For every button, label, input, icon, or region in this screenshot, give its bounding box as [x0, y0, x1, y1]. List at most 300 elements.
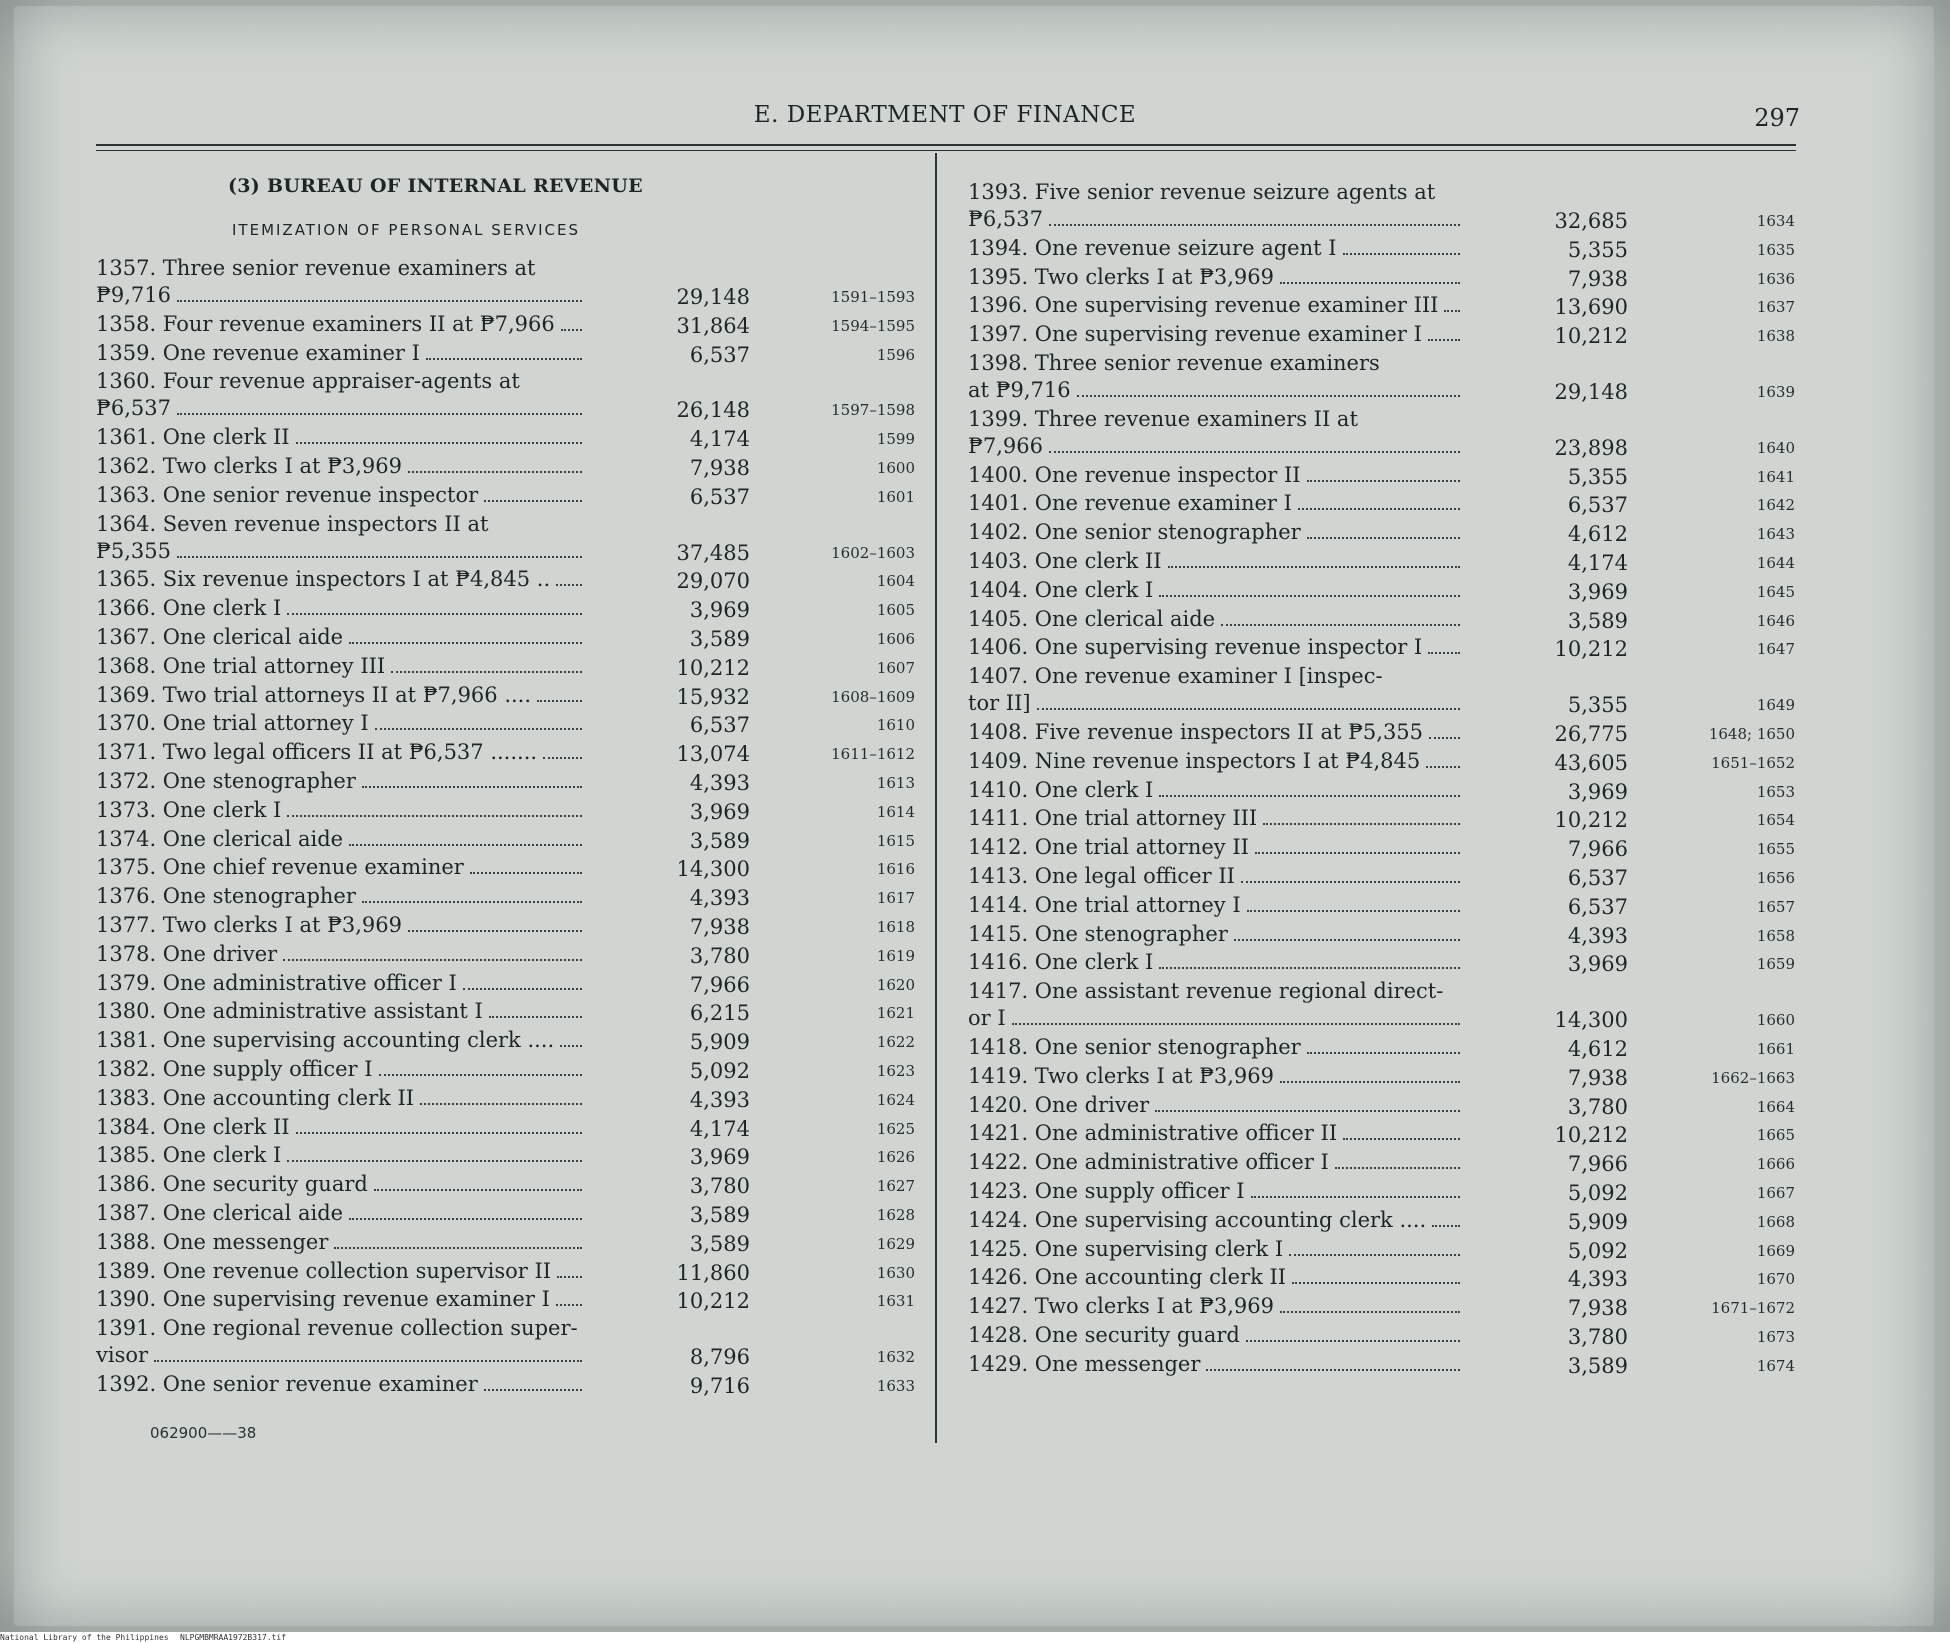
description-text: 1382. One supply officer I	[96, 1057, 373, 1081]
amount: 5,092	[689, 1059, 750, 1083]
description-text: 1399. Three revenue examiners II at	[968, 406, 1358, 431]
reference-number: 1620	[876, 975, 915, 994]
line-item-description	[96, 1287, 582, 1311]
description-text: 1404. One clerk I	[968, 577, 1154, 602]
dot-leader	[177, 399, 582, 415]
reference-number: 1611–1612	[831, 745, 915, 764]
dot-leader	[1335, 1153, 1460, 1169]
dot-leader	[1280, 1067, 1460, 1083]
dot-leader	[561, 315, 582, 331]
reference-number: 1633	[876, 1377, 915, 1395]
line-item-description	[96, 1028, 582, 1052]
line-item-description	[96, 913, 582, 937]
line-item-description-cont	[968, 691, 1460, 715]
dot-leader	[177, 542, 582, 558]
description-text-cont: ₱9,716	[96, 283, 171, 307]
description-text: 1358. Four revenue examiners II at ₱7,966	[96, 311, 555, 336]
dot-leader	[1307, 523, 1460, 539]
dot-leader	[557, 1262, 582, 1278]
amount: 4,612	[1567, 1037, 1628, 1061]
reference-number: 1661	[1756, 1040, 1795, 1058]
line-item-description	[96, 483, 582, 507]
dot-leader	[484, 1375, 582, 1391]
reference-number: 1659	[1756, 955, 1795, 974]
dot-leader	[1444, 296, 1460, 312]
description-text: 1390. One supervising revenue examiner I	[96, 1287, 550, 1312]
line-item-description	[968, 1323, 1460, 1347]
dot-leader	[283, 945, 582, 961]
header-rule-top	[96, 144, 1796, 146]
description-text: 1369. Two trial attorneys II at ₱7,966 ....	[96, 682, 532, 707]
reference-number: 1625	[876, 1119, 915, 1138]
dot-leader	[1289, 1240, 1460, 1256]
line-item-description	[968, 864, 1460, 888]
description-text: 1362. Two clerks I at ₱3,969	[96, 454, 403, 478]
dot-leader	[1428, 325, 1460, 341]
line-item-description-cont	[96, 539, 582, 563]
reference-number: 1613	[876, 774, 915, 792]
dot-leader	[1307, 1038, 1460, 1054]
dot-leader	[154, 1346, 582, 1362]
dot-leader	[349, 830, 582, 846]
reference-number: 1674	[1756, 1356, 1795, 1375]
description-text: 1357. Three senior revenue examiners at	[96, 256, 536, 280]
description-text: 1417. One assistant revenue regional direct-	[968, 979, 1444, 1004]
dot-leader	[334, 1233, 582, 1249]
description-text: 1398. Three senior revenue examiners	[968, 351, 1380, 375]
reference-number: 1655	[1756, 840, 1795, 859]
line-item-description	[96, 999, 582, 1023]
line-item-description	[96, 425, 582, 449]
line-item-description	[968, 180, 1435, 204]
amount: 11,860	[676, 1260, 750, 1285]
amount: 6,215	[689, 1001, 750, 1026]
reference-number: 1605	[876, 601, 915, 620]
line-item-description	[968, 1150, 1460, 1174]
line-item-description	[968, 1208, 1460, 1232]
description-text: 1418. One senior stenographer	[968, 1035, 1301, 1059]
dot-leader	[1426, 752, 1460, 768]
line-item-description	[96, 454, 582, 478]
reference-number: 1636	[1756, 269, 1795, 288]
dot-leader	[408, 457, 582, 473]
reference-number: 1660	[1756, 1011, 1795, 1030]
description-text: 1402. One senior stenographer	[968, 520, 1301, 545]
reference-number: 1645	[1756, 582, 1795, 601]
line-item-description	[968, 293, 1460, 317]
amount: 29,070	[676, 569, 750, 594]
reference-number: 1665	[1756, 1126, 1795, 1145]
line-item-description-cont	[96, 396, 582, 420]
description-text: 1379. One administrative officer I	[96, 970, 457, 995]
reference-number: 1673	[1756, 1328, 1795, 1346]
line-item-description	[968, 635, 1460, 659]
dot-leader	[543, 743, 582, 759]
amount: 8,796	[689, 1345, 750, 1370]
dot-leader	[463, 974, 582, 990]
dot-leader	[1343, 239, 1460, 255]
description-text: 1406. One supervising revenue inspector I	[968, 635, 1423, 660]
description-text: 1391. One regional revenue collection super-	[96, 1316, 578, 1341]
reference-number: 1607	[876, 658, 915, 677]
reference-number: 1646	[1756, 611, 1795, 630]
amount: 4,612	[1567, 522, 1628, 547]
line-item-description	[96, 567, 582, 591]
amount: 3,969	[1567, 779, 1628, 804]
amount: 7,938	[1567, 266, 1628, 291]
dot-leader	[1159, 953, 1460, 969]
description-text: 1368. One trial attorney III	[96, 653, 386, 678]
printer-footnote: 062900——38	[150, 1424, 257, 1442]
line-item-description	[96, 512, 488, 536]
line-item-description	[96, 1201, 582, 1225]
amount: 7,938	[1567, 1065, 1628, 1090]
reference-number: 1657	[1756, 897, 1795, 916]
line-item-description	[96, 1115, 582, 1139]
page-header-title: E. DEPARTMENT OF FINANCE	[753, 102, 1137, 128]
amount: 13,074	[676, 742, 750, 767]
line-item-description	[96, 1372, 582, 1396]
line-item-description	[968, 1352, 1460, 1376]
description-text: 1367. One clerical aide	[96, 625, 344, 649]
dot-leader	[1280, 1297, 1460, 1313]
reference-number: 1600	[876, 459, 915, 477]
dot-leader	[1255, 838, 1460, 854]
reference-number: 1604	[876, 572, 915, 591]
amount: 4,393	[689, 886, 750, 911]
description-text: 1405. One clerical aide	[968, 606, 1216, 631]
amount: 3,589	[1567, 608, 1628, 633]
line-item-description	[96, 711, 582, 735]
description-text: 1422. One administrative officer I	[968, 1150, 1329, 1175]
dot-leader	[1234, 925, 1460, 941]
dot-leader	[296, 1118, 582, 1134]
line-item-description	[96, 683, 582, 707]
amount: 14,300	[676, 857, 750, 882]
description-text: 1388. One messenger	[96, 1229, 329, 1254]
reference-number: 1654	[1756, 811, 1795, 830]
reference-number: 1632	[876, 1348, 915, 1367]
amount: 4,174	[689, 427, 750, 452]
reference-number: 1616	[876, 860, 915, 879]
dot-leader	[1049, 210, 1460, 226]
dot-leader	[1428, 638, 1460, 654]
dot-leader	[426, 344, 582, 360]
description-text: 1372. One stenographer	[96, 769, 356, 793]
description-text: 1427. Two clerks I at ₱3,969	[968, 1294, 1275, 1319]
dot-leader	[379, 1060, 582, 1076]
reference-number: 1630	[876, 1263, 915, 1282]
line-item-description	[968, 1179, 1460, 1203]
dot-leader	[374, 1175, 582, 1191]
reference-number: 1670	[1756, 1270, 1795, 1289]
reference-number: 1647	[1756, 640, 1795, 659]
dot-leader	[362, 772, 582, 788]
header-rule-bottom	[96, 150, 1796, 151]
description-text: 1370. One trial attorney I	[96, 711, 369, 736]
description-text: 1366. One clerk I	[96, 596, 282, 621]
amount: 6,537	[689, 484, 750, 509]
reference-number: 1634	[1756, 212, 1795, 230]
line-item-description-cont	[968, 378, 1460, 402]
dot-leader	[1037, 694, 1460, 710]
reference-number: 1623	[876, 1062, 915, 1080]
dot-leader	[560, 1031, 582, 1047]
description-text: 1397. One supervising revenue examiner I	[968, 322, 1422, 347]
line-item-description	[96, 1057, 582, 1081]
amount: 7,966	[1567, 1152, 1628, 1177]
dot-leader	[287, 1146, 582, 1162]
description-text: 1424. One supervising accounting clerk ....	[968, 1207, 1427, 1232]
amount: 5,092	[1567, 1181, 1628, 1205]
line-item-description	[968, 806, 1460, 830]
dot-leader	[484, 486, 582, 502]
description-text: 1386. One security guard	[96, 1172, 368, 1197]
description-text: 1384. One clerk II	[96, 1114, 290, 1139]
description-text: 1428. One security guard	[968, 1323, 1240, 1347]
amount: 3,589	[689, 1231, 750, 1256]
description-text-cont: ₱6,537	[96, 396, 171, 421]
description-text: 1411. One trial attorney III	[968, 806, 1258, 831]
bureau-title: (3) BUREAU OF INTERNAL REVENUE	[228, 175, 643, 197]
line-item-description-cont	[968, 207, 1460, 231]
reference-number: 1648; 1650	[1708, 725, 1795, 743]
line-item-description	[968, 607, 1460, 631]
reference-number: 1653	[1756, 782, 1795, 801]
reference-number: 1637	[1756, 298, 1795, 317]
reference-number: 1658	[1756, 926, 1795, 945]
amount: 10,212	[1554, 637, 1628, 662]
description-text: 1387. One clerical aide	[96, 1201, 344, 1225]
line-item-description	[96, 256, 535, 280]
description-text: 1389. One revenue collection supervisor II	[96, 1258, 552, 1283]
amount: 7,938	[1567, 1296, 1628, 1321]
amount: 3,589	[689, 828, 750, 853]
reference-number: 1669	[1756, 1241, 1795, 1260]
amount: 5,092	[1567, 1238, 1628, 1263]
reference-number: 1599	[876, 430, 915, 449]
amount: 3,589	[689, 627, 750, 651]
dot-leader	[470, 858, 582, 874]
description-text: 1359. One revenue examiner I	[96, 340, 420, 365]
line-item-description	[968, 1064, 1460, 1088]
line-item-description-cont	[96, 1343, 582, 1367]
line-item-description	[968, 778, 1460, 802]
amount: 14,300	[1554, 1008, 1628, 1033]
description-text-cont: tor II]	[968, 691, 1031, 716]
amount: 29,148	[1554, 380, 1628, 404]
line-item-description	[96, 740, 582, 764]
amount: 3,969	[689, 1145, 750, 1170]
line-item-description	[96, 625, 582, 649]
line-item-description	[96, 798, 582, 822]
amount: 3,780	[689, 1174, 750, 1199]
description-text: 1360. Four revenue appraiser-agents at	[96, 369, 520, 394]
amount: 5,355	[1567, 237, 1628, 262]
amount: 10,212	[1554, 808, 1628, 833]
amount: 10,212	[1554, 1123, 1628, 1148]
reference-number: 1610	[876, 716, 915, 735]
description-text: 1400. One revenue inspector II	[968, 462, 1301, 487]
line-item-description	[968, 749, 1460, 773]
description-text: 1376. One stenographer	[96, 884, 356, 909]
dot-leader	[349, 1204, 582, 1220]
amount: 7,966	[1567, 837, 1628, 862]
amount: 7,938	[689, 915, 750, 939]
reference-number: 1668	[1756, 1212, 1795, 1231]
dot-leader	[1429, 723, 1460, 739]
description-text: 1408. Five revenue inspectors II at ₱5,355	[968, 720, 1424, 744]
description-text: 1365. Six revenue inspectors I at ₱4,845 ..	[96, 567, 551, 592]
amount: 7,966	[689, 972, 750, 997]
amount: 9,716	[689, 1374, 750, 1398]
description-text-cont: ₱6,537	[968, 207, 1043, 231]
reference-number: 1618	[876, 918, 915, 936]
amount: 6,537	[689, 342, 750, 367]
description-text: 1409. Nine revenue inspectors I at ₱4,845	[968, 748, 1421, 773]
description-text: 1371. Two legal officers II at ₱6,537 .......	[96, 740, 538, 765]
dot-leader	[349, 628, 582, 644]
amount: 4,393	[1567, 923, 1628, 948]
line-item-description	[968, 1294, 1460, 1318]
dot-leader	[1292, 1268, 1460, 1284]
description-text: 1429. One messenger	[968, 1351, 1201, 1376]
amount: 6,537	[1567, 866, 1628, 890]
description-text-cont: ₱7,966	[968, 433, 1043, 458]
dot-leader	[1251, 1182, 1460, 1198]
dot-leader	[1159, 581, 1460, 597]
description-text: 1380. One administrative assistant I	[96, 999, 483, 1024]
amount: 10,212	[676, 655, 750, 680]
description-text: 1393. Five senior revenue seizure agents at	[968, 180, 1436, 204]
description-text: 1414. One trial attorney I	[968, 892, 1241, 917]
reference-number: 1614	[876, 802, 915, 821]
amount: 31,864	[676, 313, 750, 338]
description-text: 1419. Two clerks I at ₱3,969	[968, 1063, 1275, 1088]
description-text: 1420. One driver	[968, 1092, 1150, 1117]
line-item-description	[96, 1259, 582, 1283]
amount: 23,898	[1554, 435, 1628, 460]
line-item-description	[968, 950, 1460, 974]
dot-leader	[1307, 466, 1460, 482]
reference-number: 1629	[876, 1234, 915, 1253]
dot-leader	[1077, 381, 1460, 397]
reference-number: 1638	[1756, 327, 1795, 346]
description-text: 1423. One supply officer I	[968, 1179, 1245, 1203]
description-text: 1385. One clerk I	[96, 1143, 282, 1168]
description-text-cont: at ₱9,716	[968, 378, 1071, 402]
description-text: 1378. One driver	[96, 941, 278, 966]
description-text: 1426. One accounting clerk II	[968, 1265, 1287, 1290]
line-item-description	[96, 312, 582, 336]
line-item-description	[96, 1086, 582, 1110]
line-item-description	[968, 265, 1460, 289]
dot-leader	[362, 887, 582, 903]
reference-number: 1649	[1756, 696, 1795, 715]
reference-number: 1621	[876, 1004, 915, 1023]
line-item-description	[968, 236, 1460, 260]
line-item-description	[968, 1093, 1460, 1117]
amount: 6,537	[1567, 493, 1628, 518]
description-text-cont: visor	[96, 1343, 149, 1368]
dot-leader	[1159, 781, 1460, 797]
amount: 4,393	[689, 771, 750, 795]
line-item-description	[96, 769, 582, 793]
line-item-description	[968, 1121, 1460, 1145]
description-text: 1381. One supervising accounting clerk ....	[96, 1028, 555, 1053]
dot-leader	[556, 570, 582, 586]
line-item-description	[968, 922, 1460, 946]
reference-number: 1656	[1756, 869, 1795, 887]
line-item-description	[96, 971, 582, 995]
amount: 3,589	[1567, 1353, 1628, 1378]
amount: 10,212	[676, 1289, 750, 1314]
description-text: 1421. One administrative officer II	[968, 1121, 1338, 1146]
amount: 26,148	[676, 398, 750, 423]
description-text: 1361. One clerk II	[96, 425, 290, 450]
reference-number: 1667	[1756, 1184, 1795, 1202]
line-item-description	[968, 322, 1460, 346]
line-item-description	[96, 942, 582, 966]
scan-margin	[0, 1632, 1950, 1643]
reference-number: 1617	[876, 889, 915, 908]
reference-number: 1628	[876, 1206, 915, 1224]
reference-number: 1619	[876, 946, 915, 965]
reference-number: 1666	[1756, 1155, 1795, 1174]
line-item-description	[96, 1230, 582, 1254]
line-item-description	[968, 351, 1380, 375]
description-text-cont: or I	[968, 1006, 1006, 1031]
amount: 5,355	[1567, 693, 1628, 718]
reference-number: 1606	[876, 630, 915, 648]
amount: 5,909	[1567, 1209, 1628, 1234]
amount: 32,685	[1554, 209, 1628, 233]
reference-number: 1602–1603	[831, 543, 915, 562]
dot-leader	[1432, 1211, 1460, 1227]
reference-number: 1642	[1756, 496, 1795, 515]
description-text: 1373. One clerk I	[96, 797, 282, 822]
line-item-description-cont	[968, 434, 1460, 458]
line-item-description	[968, 1035, 1460, 1059]
dot-leader	[391, 657, 582, 673]
line-item-description	[968, 1237, 1460, 1261]
dot-leader	[177, 286, 582, 302]
amount: 26,775	[1554, 722, 1628, 746]
amount: 10,212	[1554, 324, 1628, 349]
dot-leader	[1168, 552, 1460, 568]
amount: 5,909	[689, 1030, 750, 1055]
amount: 4,393	[1567, 1267, 1628, 1292]
reference-number: 1671–1672	[1711, 1299, 1795, 1318]
dot-leader	[1241, 867, 1460, 883]
description-text: 1410. One clerk I	[968, 777, 1154, 802]
description-text: 1375. One chief revenue examiner	[96, 855, 464, 880]
amount: 6,537	[689, 713, 750, 738]
description-text: 1383. One accounting clerk II	[96, 1085, 415, 1110]
description-text: 1403. One clerk II	[968, 549, 1162, 573]
dot-leader	[1247, 896, 1460, 912]
amount: 3,780	[689, 943, 750, 968]
line-item-description-cont	[96, 283, 582, 307]
amount: 3,780	[1567, 1325, 1628, 1349]
amount: 43,605	[1554, 750, 1628, 775]
line-item-description	[96, 827, 582, 851]
description-text: 1394. One revenue seizure agent I	[968, 235, 1337, 260]
dot-leader	[537, 686, 582, 702]
reference-number: 1627	[876, 1177, 915, 1196]
dot-leader	[1263, 809, 1460, 825]
dot-leader	[1012, 1009, 1460, 1025]
